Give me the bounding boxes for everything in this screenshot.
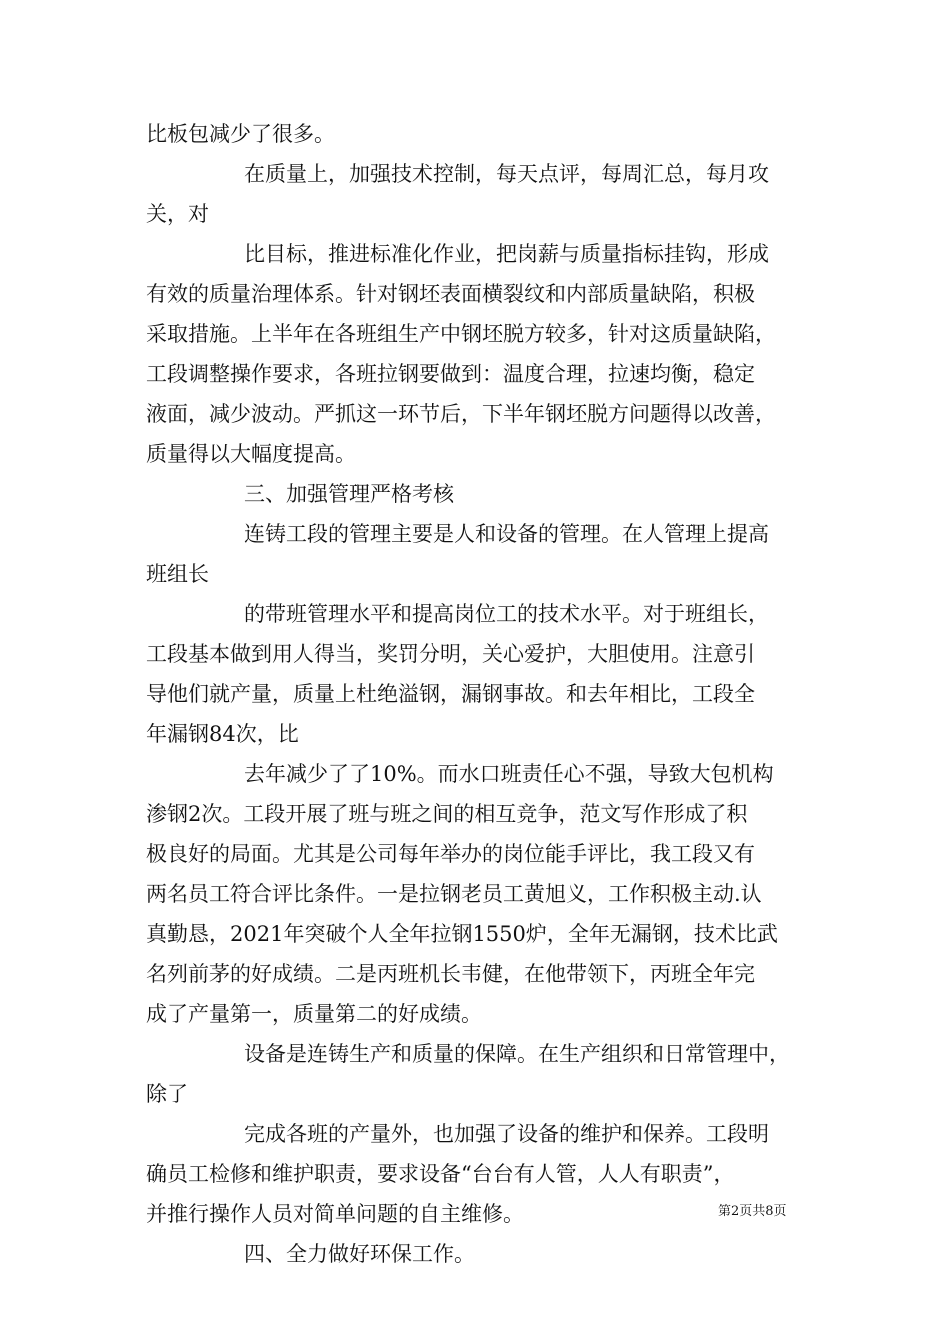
section-heading: 四、全力做好环保工作。: [244, 1242, 475, 1266]
page-number-footer: 第2页共8页: [718, 1204, 787, 1219]
text-line: 除了: [146, 1082, 188, 1106]
text-line: 渗钢2次。工段开展了班与班之间的相互竞争，范文写作形成了积: [146, 802, 748, 826]
paragraph-line: 设备是连铸生产和质量的保障。在生产组织和日常管理中，: [244, 1042, 790, 1066]
text-line: 两名员工符合评比条件。一是拉钢老员工黄旭义，工作积极主动.认: [146, 882, 762, 906]
paragraph-line: 在质量上，加强技术控制，每天点评，每周汇总，每月攻: [244, 162, 769, 186]
text-line: 年漏钢84次，比: [146, 722, 299, 746]
text-line: 质量得以大幅度提高。: [146, 442, 356, 466]
text-line: 工段调整操作要求，各班拉钢要做到：温度合理，拉速均衡，稳定: [146, 362, 755, 386]
text-line: 班组长: [146, 562, 209, 586]
text-line: 成了产量第一，质量第二的好成绩。: [146, 1002, 482, 1026]
paragraph-line: 完成各班的产量外，也加强了设备的维护和保养。工段明: [244, 1122, 769, 1146]
paragraph-line: 比目标，推进标准化作业，把岗薪与质量指标挂钩，形成: [244, 242, 769, 266]
section-heading: 三、加强管理严格考核: [244, 482, 454, 506]
text-line: 极良好的局面。尤其是公司每年举办的岗位能手评比，我工段又有: [146, 842, 755, 866]
text-line: 采取措施。上半年在各班组生产中钢坯脱方较多，针对这质量缺陷，: [146, 322, 776, 346]
text-line: 比板包减少了很多。: [146, 122, 335, 146]
text-line: 确员工检修和维护职责，要求设备“台台有人管，人人有职责”，: [146, 1162, 735, 1186]
paragraph-line: 去年减少了了10%。而水口班责任心不强，导致大包机构: [244, 762, 774, 786]
text-line: 并推行操作人员对简单问题的自主维修。: [146, 1202, 524, 1226]
text-line: 液面，减少波动。严抓这一环节后，下半年钢坯脱方问题得以改善，: [146, 402, 776, 426]
text-line: 导他们就产量，质量上杜绝溢钢，漏钢事故。和去年相比，工段全: [146, 682, 755, 706]
paragraph-line: 连铸工段的管理主要是人和设备的管理。在人管理上提高: [244, 522, 769, 546]
document-body: [146, 114, 826, 1274]
text-line: 工段基本做到用人得当，奖罚分明，关心爱护，大胆使用。注意引: [146, 642, 755, 666]
paragraph-line: 的带班管理水平和提高岗位工的技术水平。对于班组长，: [244, 602, 769, 626]
text-line: 真勤恳，2021年突破个人全年拉钢1550炉，全年无漏钢，技术比武: [146, 922, 778, 946]
text-line: 有效的质量治理体系。针对钢坯表面横裂纹和内部质量缺陷，积极: [146, 282, 755, 306]
text-line: 关，对: [146, 202, 209, 226]
text-line: 名列前茅的好成绩。二是丙班机长韦健，在他带领下，丙班全年完: [146, 962, 755, 986]
